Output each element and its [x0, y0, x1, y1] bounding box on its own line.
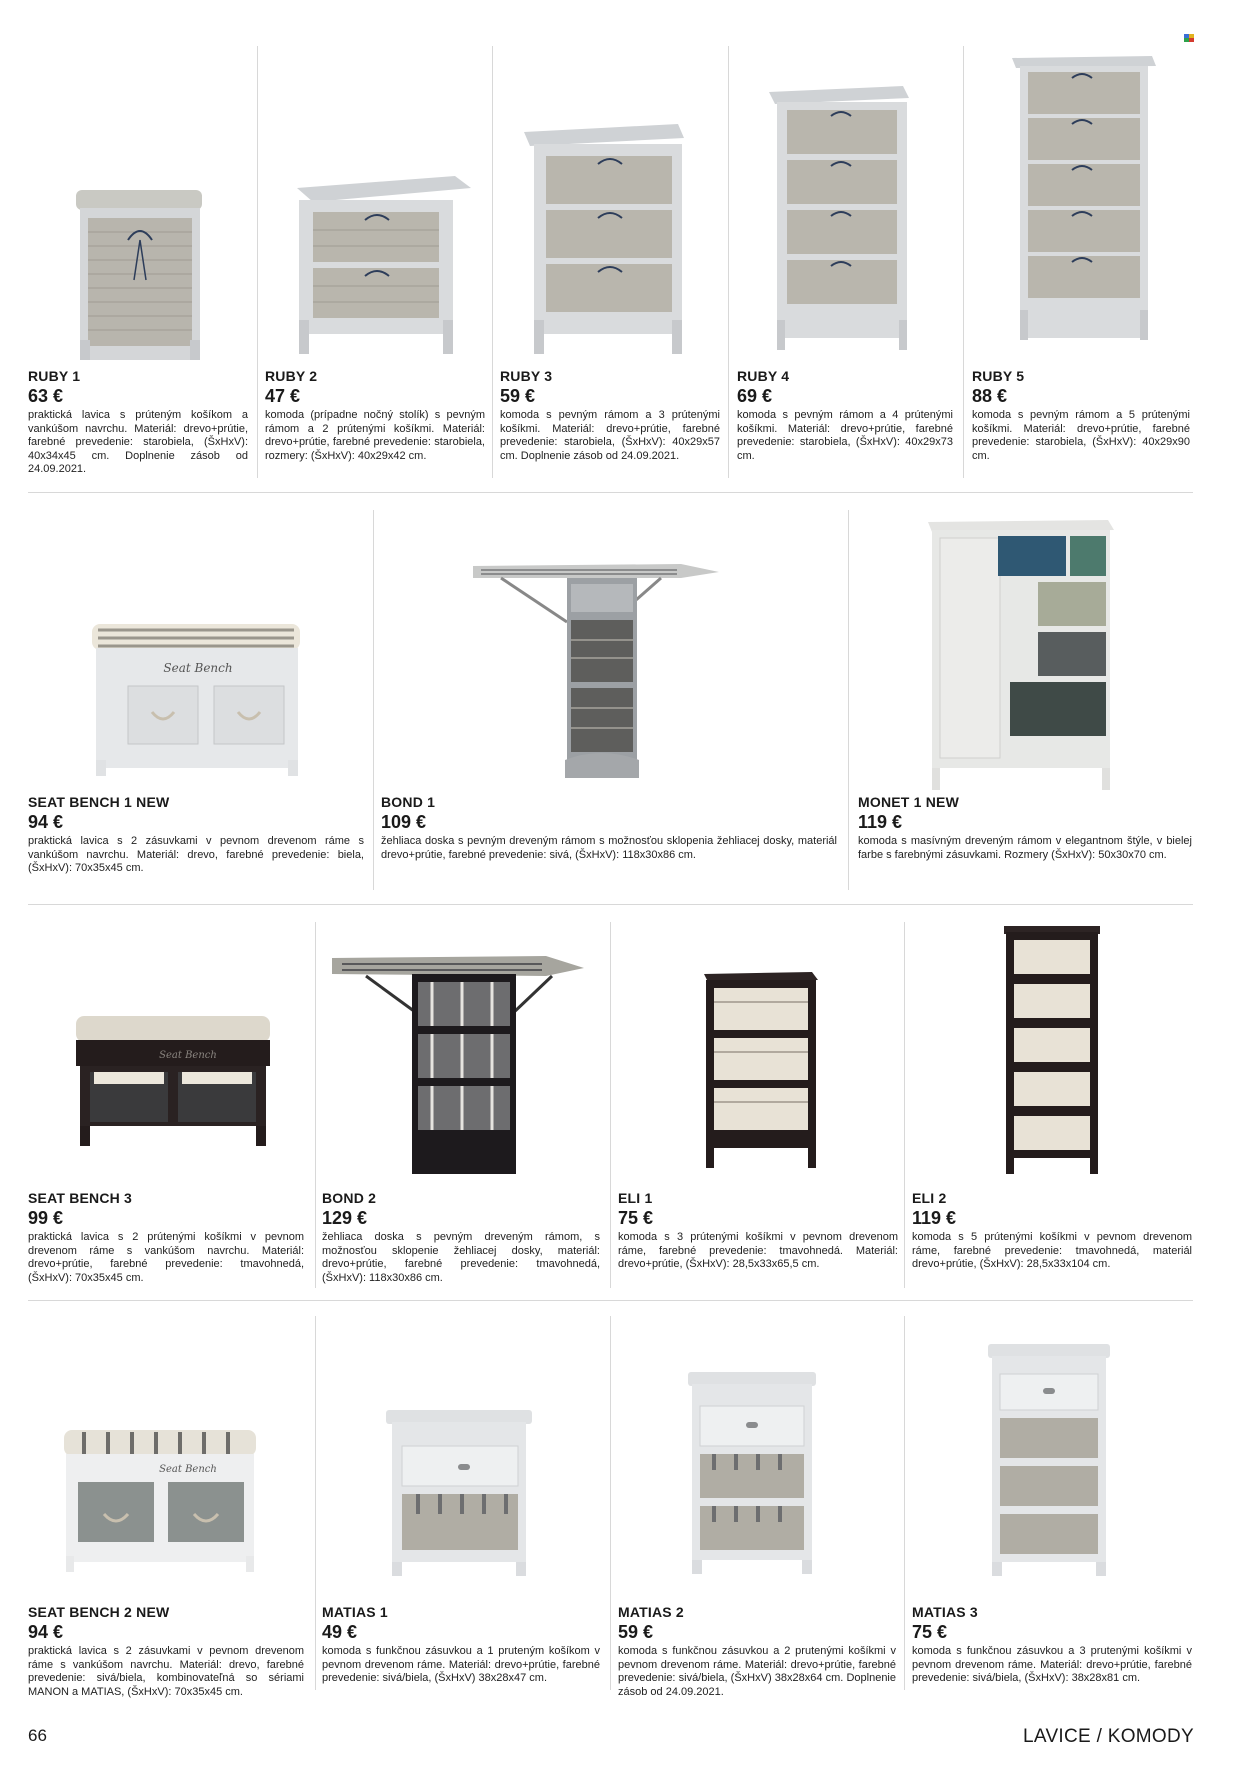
- page-number: 66: [28, 1726, 47, 1745]
- product-price: 47 €: [265, 386, 301, 406]
- product-description: praktická lavica s 2 zásuvkami v pevnom drevenom ráme s vankúšom navrchu. Materiál: drevo, farebné prevedenie: biela, (ŠxHxV): 70x35x45 cm.: [28, 835, 364, 875]
- product-name: MATIAS 2: [618, 1604, 684, 1620]
- ruby-3-cabinet-image: [500, 40, 720, 360]
- product-name: RUBY 3: [500, 368, 553, 384]
- product-name: BOND 1: [381, 794, 436, 810]
- matias-3-cabinet-image: [912, 1318, 1194, 1600]
- product-description: praktická lavica s 2 zásuvkami v pevnom drevenom ráme s vankúšom navrchu. Materiál: drevo, farebné prevedenie: sivá/biela, kombinovateľná so sériami MANON a MATIAS, (ŠxHxV): 70x35x45 cm.: [28, 1645, 304, 1698]
- product-price: 129 €: [322, 1208, 368, 1228]
- product-description: komoda s funkčnou zásuvkou a 2 prutenými košíkmi v pevnom drevenom ráme. Materiál: drevo+prútie, farebné prevedenie: sivá/biela, (ŠxHxV) 38x28x64 cm. Doplnenie zásob od 24.09.2021.: [618, 1645, 896, 1698]
- product-price: 59 €: [500, 386, 536, 406]
- product-price: 49 €: [322, 1622, 358, 1642]
- product-description: komoda s pevným rámom a 4 prútenými košíkmi. Materiál: drevo+prútie, farebné prevedenie: starobiela, (ŠxHxV): 40x29x73 cm.: [737, 409, 953, 462]
- ruby-2-cabinet-image: [265, 40, 485, 360]
- matias-2-cabinet-image: [618, 1318, 898, 1600]
- product-price: 88 €: [972, 386, 1008, 406]
- product-name: ELI 2: [912, 1190, 947, 1206]
- product-description: komoda s funkčnou zásuvkou a 3 prutenými košíkmi v pevnom drevenom ráme. Materiál: drevo+prútie, farebné prevedenie: sivá/biela, (ŠxHxV): 38x28x81 cm.: [912, 1645, 1192, 1685]
- product-name: SEAT BENCH 2 NEW: [28, 1604, 170, 1620]
- product-price: 75 €: [618, 1208, 654, 1228]
- ruby-4-cabinet-image: [737, 40, 957, 360]
- product-price: 75 €: [912, 1622, 948, 1642]
- product-description: komoda s pevným rámom a 5 prútenými košíkmi. Materiál: drevo+prútie, farebné prevedenie: starobiela, (ŠxHxV): 40x29x90 cm.: [972, 409, 1190, 462]
- svg-text:Seat Bench: Seat Bench: [163, 661, 233, 675]
- bond-1-ironing-board-image: [381, 512, 841, 792]
- ruby-5-cabinet-image: [972, 40, 1194, 360]
- product-price: 63 €: [28, 386, 64, 406]
- eli-1-cabinet-image: [618, 922, 898, 1184]
- product-name: RUBY 4: [737, 368, 790, 384]
- product-price: 94 €: [28, 812, 64, 832]
- eli-2-cabinet-image: [912, 922, 1194, 1184]
- product-name: BOND 2: [322, 1190, 377, 1206]
- product-price: 119 €: [912, 1208, 957, 1228]
- product-description: komoda s pevným rámom a 3 prútenými košíkmi. Materiál: drevo+prútie, farebné prevedenie: starobiela, (ŠxHxV): 40x29x57 cm. Doplnenie zásob od 24.09.2021.: [500, 409, 720, 462]
- product-name: ELI 1: [618, 1190, 653, 1206]
- product-description: komoda (prípadne nočný stolík) s pevným rámom a 2 prútenými košíkmi. Materiál: drevo+prútie, farebné prevedenie: starobiela, rozmery: (ŠxHxV): 40x29x42 cm.: [265, 409, 485, 462]
- svg-text:Seat Bench: Seat Bench: [159, 1050, 217, 1061]
- ruby-1-bench-image: [28, 40, 248, 360]
- product-price: 99 €: [28, 1208, 64, 1228]
- product-description: komoda s 5 prútenými košíkmi v pevnom drevenom ráme, farebné prevedenie: tmavohnedá, materiál drevo+prútie, (ŠxHxV): 28,5x33x104 cm.: [912, 1231, 1192, 1271]
- product-description: komoda s 3 prútenými košíkmi v pevnom drevenom ráme, farebné prevedenie: tmavohnedá. Materiál: drevo+prútie, (ŠxHxV): 28,5x33x65,5 cm.: [618, 1231, 898, 1271]
- product-name: MATIAS 3: [912, 1604, 978, 1620]
- corner-logo-icon: [1184, 34, 1194, 42]
- product-price: 109 €: [381, 812, 427, 832]
- bond-2-ironing-board-image: [322, 922, 604, 1184]
- product-price: 119 €: [858, 812, 903, 832]
- product-description: praktická lavica s 2 prútenými košíkmi v pevnom drevenom ráme s vankúšom navrchu. Materiál: drevo+prútie, farebné prevedenie: tmavohnedá, (ŠxHxV): 70x35x45 cm.: [28, 1231, 304, 1284]
- category-title: LAVICE / KOMODY: [1023, 1726, 1194, 1747]
- product-name: MATIAS 1: [322, 1604, 388, 1620]
- monet-1-cabinet-image: [858, 512, 1194, 792]
- product-name: RUBY 2: [265, 368, 318, 384]
- matias-1-cabinet-image: [322, 1318, 604, 1600]
- product-description: komoda s masívným dreveným rámom v elegantnom štýle, v bielej farbe s farebnými zásuvkami. Rozmery (ŠxHxV): 50x30x70 cm.: [858, 835, 1192, 861]
- product-description: praktická lavica s prúteným košíkom a vankúšom navrchu. Materiál: drevo+prútie, farebné prevedenie: starobiela, (ŠxHxV): 40x34x45 cm. Doplnenie zásob od 24.09.2021.: [28, 409, 248, 476]
- product-name: SEAT BENCH 1 NEW: [28, 794, 170, 810]
- product-description: komoda s funkčnou zásuvkou a 1 pruteným košíkom v pevnom drevenom ráme. Materiál: drevo+prútie, farebné prevedenie: sivá/biela, (ŠxHxV) 38x28x47 cm.: [322, 1645, 600, 1685]
- product-name: SEAT BENCH 3: [28, 1190, 133, 1206]
- svg-text:Seat Bench: Seat Bench: [159, 1464, 217, 1475]
- seat-bench-1-image: [28, 512, 368, 792]
- product-name: RUBY 5: [972, 368, 1025, 384]
- product-description: žehliaca doska s pevným dreveným rámom, s možnosťou sklopenie žehliacej dosky, materiál: drevo+prútie, farebné prevedenie: tmavohnedá, (ŠxHxV): 118x30x86 cm.: [322, 1231, 600, 1284]
- product-price: 94 €: [28, 1622, 64, 1642]
- product-price: 69 €: [737, 386, 773, 406]
- seat-bench-2-image: [28, 1318, 308, 1600]
- product-price: 59 €: [618, 1622, 654, 1642]
- product-description: žehliaca doska s pevným dreveným rámom s možnosťou sklopenia žehliacej dosky, materiál drevo+prútie, farebné prevedenie: sivá, (ŠxHxV): 118x30x86 cm.: [381, 835, 837, 861]
- product-name: MONET 1 NEW: [858, 794, 959, 810]
- product-name: RUBY 1: [28, 368, 81, 384]
- seat-bench-3-image: [28, 922, 308, 1184]
